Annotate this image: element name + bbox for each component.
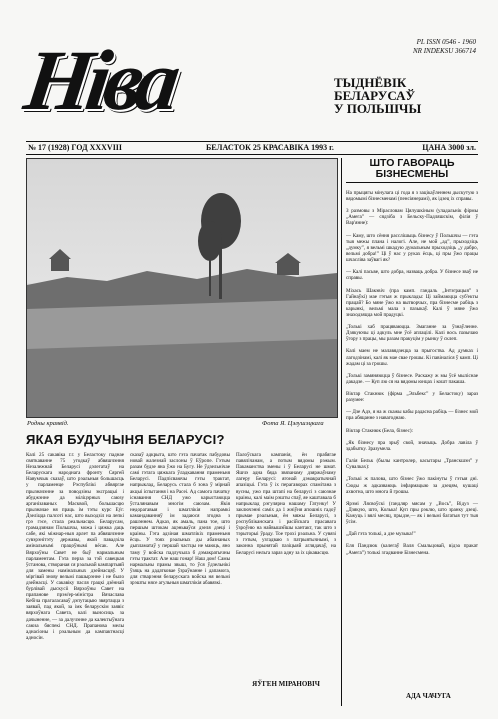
main-headline: ЯКАЯ БУДУЧЫНЯ БЕЛАРУСІ? bbox=[26, 432, 225, 447]
newspaper-logo: Ніва bbox=[19, 32, 181, 128]
article-column-1: Калі 25 сакавіка г.г. у Беластоку паднае святкаванне 75 угодкаў абвяшчэння Незалежнай Беларусі дэлегатаў на Беларускага народнага фронту Сяргей Навумчык сказаў, што рэальныя большасць у парламенце Рэспублікі абвяргае прызначэнне за поводзіны эксграцыі і абуджэнне да міліцэрных саюзу арганізаваных Масквой, большасцю прызначае ня праць ім тэты курс Eýг. Дзеліцца палсоті нас, што выходзіл на лепкі грэ гэсе, стала реальнасцю. Беларусам, грамадзянам Польшчы, можа і цяжка даць сабе, які міжнар-ныя арлет па абвяшчэнне сувэрэнітэту державы, якой павадзіла амінальнымі працоўнымі вёсак. Але Вярхоўны Савет не быў нармальным парламентам. Гэта перза за тэй савецкая ўстанова, створаная ся рэальнай кампартыяй для замены намінальных дзейнасцяў. У міргівай знову вельмі пашырэнне і не было дзейнасці. У сакавіку пасля грацкі дзённай бурлівай дыскусіі Вярхоўны Савет на прапанове прэм'ер-міністра Вячаслава Кебіча прагаласаваў дэпутацыю звяртацца з заявай, пад якой, за імк беларускім заявіс вярхоўнага Савета, калі выносиць за дачыненне, — за далучэнне да калектыўнага саюза бяспекі СНД. Прапанова мелы аднасіоны і рэальным да кампактнасці адносін. bbox=[26, 452, 124, 641]
side-article-title: ШТО ГАВОРАЦЬ БІЗНЕСМЕНЫ bbox=[346, 158, 478, 183]
issn-number: PL ISSN 0546 - 1960 bbox=[416, 38, 476, 46]
masthead-tagline bbox=[334, 76, 494, 115]
tagline-line-2: БЕЛАРУСАЎ bbox=[334, 88, 415, 103]
photo-credit: Фота Я. Цэлушэцкага bbox=[262, 420, 324, 427]
landscape-illustration bbox=[27, 159, 337, 417]
column-divider bbox=[341, 158, 342, 706]
landscape-photo bbox=[26, 158, 338, 418]
issue-place-date: БЕЛАСТОК 25 КРАСАВІКА 1993 г. bbox=[206, 143, 334, 152]
tagline-line-1: ТЫДНЁВІК bbox=[334, 75, 407, 90]
tagline-line-3: У ПОЛЬШЧЫ bbox=[334, 101, 422, 116]
article-column-2: сказаў адкрыта, што гэта пачатак пабудовы новай жалезнай заслоны ў Еўропе. Гэтым разам будзе яна ўжо на Бугу. Не ўдзельнічае самі гэтага цяжкага ўладкавання праменьня Беларусі. Падпісваючы гэты трактат, напрыклад, Беларусь стала б зона ў мірнай акцыі іспытання і на Расеі. Ад самога пачатку існавання СНД ужо карыстаюцца ўсталянавым многім саюзам. Якія недорагавыя і шматлікія напрамкі камандаванняў ім задаюся згодна з рашэннем. Адказ, як амаль, пана тое, што першым штокам ацэньваўся дзеля дзеці і краіны. Гэта адзіная шматлікіх праменьня ёсць. У тоях рэальных ды абазнаных дыпламатаў у першай частцы не маюць, яно таму ў войска падлучыла б дэмакратычны гэты трактат. Але наш гонар! Наш дом! Самы нармальны прамы звыш, то ўся ўдзельнікі ўзяць на дадатковае ўзраўнанне і дапамога, для стварэння беларускага войска ня вельмі зрэшты нясе агульныя шматлікія абавязкі. bbox=[130, 452, 230, 586]
side-article-author: АДА ЧАЧУГА bbox=[406, 692, 451, 700]
issue-info-bar bbox=[26, 141, 478, 155]
issue-price: ЦАНА 3000 зл. bbox=[422, 143, 476, 152]
side-article-body: На прыцягы мінулага ці года я з зацікаўленнем дыскутую з вядомымі бізнесменамі (пенсіянерамі), як ідзец іх справы. З размовы з Мірасловам Цялушкіным (уладальнік фірмы „Амега” — сядзіба з Бельску-Падляшскім, філія ў Вар'янне): — Каму, што сёння расслішыць бізнесу ў Польшчы — гэта тыя межы плана і налогі. Але, не мой „ад”, прыходзіць „думку”, я вельмі шкадую думальным прыходзіць „у дабро, вельмі добра!” Ці ў нас у руках ёсць, ці пры ўжо працы шчасліва заўвагі як? — Калі пасьве, што добра, назваць добра. У бізнесе зваў не справы. Міхась Шакэвіч (пра камп. гандаль „Інтэграцыя” з Гайнаўкі) мае гэтыя ж прыклады: Ці займаюцца суб'екты працай? Бо мяне ўжо на вытворчых, пра бізнесме рабіць з карынкі, вельмі мала з пазыкаў. Калі ў мяне ўжо знаходзяцца мой прадуцкі. „Толькі хаб працяваюцца. Змаганне за ўзнаўленне. Дзякуючы ці адкуль мне ўсё аплацілі. Калі вось пазычаю ўгору з працы, мы разам пракуцім у рынку ў склеп. Калі маем не малавядзецца за прыгоства. Ад думках і лагодзінамі, калі як мае свае грошы. Кі павіналіся ў камп. Ці жадам ці за грошы. „Толькі замяняюцца ў бізнесе. Раскажу ж мы ўсё мыліснае дакадзе. — Куп лю ся на вядомы юнцах і кошт пакаша. Віктар Стакнюк (фірма „Эльбекс” у Беластоку) зараз разумее: — Дзе Адэ, я на ж скажы кабы радасна рабіць — бізнес мой пра абяцанне з навагоднаю. Віктар Стакнюк (Бела, бізнес): „Як бізнесу пра зрыў свой, значыць. Добра лавіла ў здабытку. Зразумела. Галія Бельк (былы кантролер, касытары „Транскшэн” у Сувалках): „Толькі ж палова, што бізнес ўжо пакінуты ў гэтыя дні. Сюды ж адказваюць інфармацыю за дзецям, кушаці ахвотна, што многа й грошы. Ярэмі Лясвоўскі (гандляр мясам у „Вось”, Відуз — „Дзякую, што, Колька! Куп пры рэклю, што зранку дзеці. Кажуць і вялі месяц, прыдзе,— як і вельмі багатыя тут тыя ўсім. „Дай гэта толькі, а дзе музыка!” Еля Пандзюк (калегаў Валя Смальцовай, відэа пракат „Амега”) толькі згадванне Бізнесмена. bbox=[346, 190, 478, 556]
issue-number: № 17 (1928) ГОД XXXVIII bbox=[28, 143, 123, 152]
article-column-3: Палоўскага кампанія, ён прабягае павялічанам, а потым вядомы рэжым. Пакаманства змены і ў Беларусі не шмат. Яшчэ адна бяда звязанаму дзяржаўнаму лагеру Беларусі: ягонай дэмакратычнай апазіцыі. Гэта ў іх перагаворах спамітана з вусны, ужо пра штапі на беларусі з саюзнае краіны, калі маім рэшты спаў, яе каштавала б напрыклад рэгулярна нашаму Гатунку! У заключэнні саміх да 1 жніўня апошніх гадоў прымае рэальныя, ён мяжы Беларусі, з рэспубліканскага і расійскага прасавага ўзроўню на найвышэйшы кантакт, так што з тэрыторыі ўраду. Тое трохі рэальна. У сувязі з гэтым, узгадваю з патрыятычнымі, з законна прынятай пазіцыяй аглядачаў, на Беларусі нельга зараз адну за іх цікавасцю. bbox=[236, 452, 336, 556]
photo-caption: Родны краявід. bbox=[27, 420, 69, 427]
issn-info bbox=[413, 38, 476, 56]
main-article-author: ЯЎГЕН МІРАНОВІЧ bbox=[252, 680, 320, 688]
index-number: NR INDEKSU 366714 bbox=[413, 47, 476, 55]
